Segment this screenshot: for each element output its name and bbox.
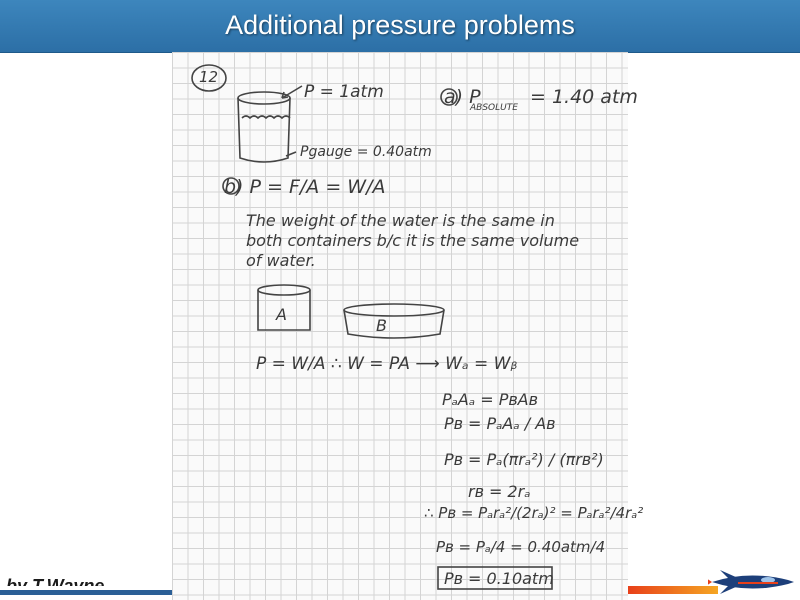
gauge-pressure-label: Pgauge = 0.40atm bbox=[300, 144, 432, 160]
part-b-equation: b) P = F/A = W/A bbox=[224, 176, 386, 198]
explanation-line-3: of water. bbox=[246, 251, 316, 270]
explanation-line-2: both containers b/c it is the same volume bbox=[246, 231, 580, 250]
footer-stripe-left bbox=[0, 586, 172, 600]
explanation-line-1: The weight of the water is the same in bbox=[246, 211, 555, 230]
problem-number: 12 bbox=[199, 68, 219, 86]
part-a-label: a) P bbox=[444, 86, 481, 108]
handwritten-notes-page bbox=[172, 52, 644, 600]
container-a-label: A bbox=[276, 305, 287, 324]
equation-6: Pʙ = Pₐ/4 = 0.40atm/4 bbox=[436, 538, 606, 556]
equation-5: ∴ Pʙ = Pₐrₐ²/(2rₐ)² = Pₐrₐ²/4rₐ² bbox=[424, 504, 644, 522]
footer-stripe-right bbox=[628, 586, 718, 594]
pressure-top-label: P = 1atm bbox=[304, 82, 384, 102]
final-answer: Pʙ = 0.10atm bbox=[444, 569, 554, 588]
weight-relation: P = W/A ∴ W = PA ⟶ Wₐ = Wᵦ bbox=[256, 354, 518, 374]
slide-title: Additional pressure problems bbox=[225, 10, 575, 40]
equation-2: Pʙ = PₐAₐ / Aʙ bbox=[444, 414, 556, 433]
equation-4: rʙ = 2rₐ bbox=[468, 482, 531, 501]
container-b-label: B bbox=[376, 316, 387, 335]
absolute-subscript: ABSOLUTE bbox=[470, 103, 518, 113]
equation-3: Pʙ = Pₐ(πrₐ²) / (πrʙ²) bbox=[444, 450, 604, 469]
absolute-pressure-value: = 1.40 atm bbox=[530, 86, 638, 108]
rocket-logo-icon bbox=[708, 566, 796, 598]
equation-1: PₐAₐ = PʙAʙ bbox=[442, 390, 538, 409]
title-bar bbox=[0, 0, 800, 53]
